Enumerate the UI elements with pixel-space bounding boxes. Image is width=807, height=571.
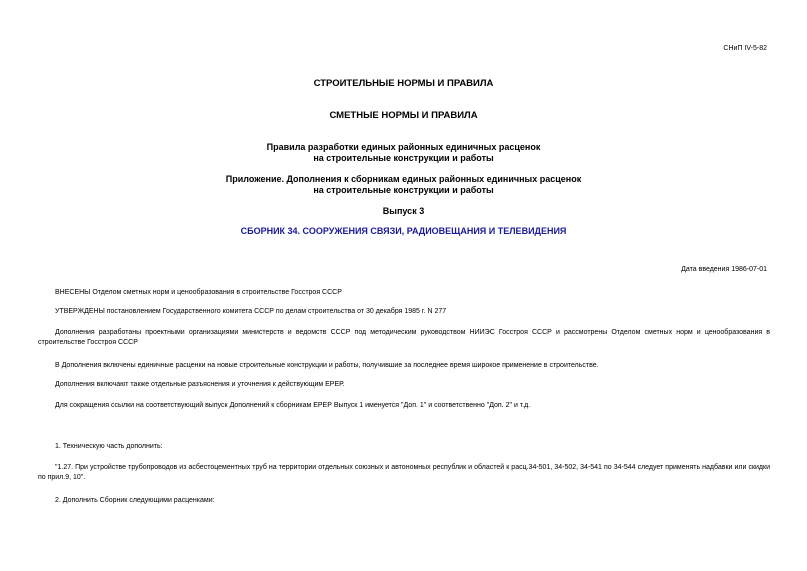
main-title: СТРОИТЕЛЬНЫЕ НОРМЫ И ПРАВИЛА: [313, 78, 494, 89]
paragraph-item1-text: "1.27. При устройстве трубопроводов из асбестоцементных труб на территории отдельных союзных и автономных республик и областей к расц.34-501, 34-502, 34-541 по 34-544 следует применять надбавки или скидки по прил.9, 10".: [38, 464, 770, 481]
paragraph-introduced: ВНЕСЕНЫ Отделом сметных норм и ценообразования в строительстве Госстроя СССР: [55, 289, 342, 296]
document-code: СНиП IV-5-82: [723, 45, 767, 52]
appendix-title-line1: Приложение. Дополнения к сборникам единых районных единичных расценок: [225, 174, 582, 184]
collection-title: СБОРНИК 34. СООРУЖЕНИЯ СВЯЗИ, РАДИОВЕЩАНИЯ И ТЕЛЕВИДЕНИЯ: [240, 226, 567, 236]
paragraph-clarifications: Дополнения включают также отдельные разъяснения и уточнения к действующим ЕРЕР.: [55, 381, 345, 388]
paragraph-item2: 2. Дополнить Сборник следующими расценками:: [55, 497, 215, 504]
issue-title: Выпуск 3: [382, 206, 425, 216]
appendix-title-line2: на строительные конструкции и работы: [313, 185, 494, 195]
rules-title-line2: на строительные конструкции и работы: [313, 153, 494, 163]
paragraph-item1: 1. Техническую часть дополнить:: [55, 443, 163, 450]
paragraph-references: Для сокращения ссылки на соответствующий выпуск Дополнений к сборникам ЕРЕР Выпуск 1 именуется "Доп. 1" и соответственно "Доп. 2" и т.д.: [55, 402, 531, 409]
paragraph-developed: Дополнения разработаны проектными организациями министерств и ведомств СССР под методическим руководством НИИЭС Госстроя СССР и рассмотрены Отделом сметных норм и ценообразования в строительстве Госстроя СССР: [38, 329, 770, 346]
appendix-title: [0, 174, 807, 196]
paragraph-approved: УТВЕРЖДЕНЫ постановлением Государственного комитета СССР по делам строительства от 30 декабря 1985 г. N 277: [55, 308, 447, 315]
paragraph-included: В Дополнения включены единичные расценки на новые строительные конструкции и работы, получившие за последнее время широкое применение в строительстве.: [55, 362, 599, 369]
effective-date: Дата введения 1986-07-01: [681, 266, 767, 273]
rules-title: [0, 142, 807, 164]
rules-title-line1: Правила разработки единых районных единичных расценок: [266, 142, 541, 152]
sub-title: СМЕТНЫЕ НОРМЫ И ПРАВИЛА: [329, 110, 478, 121]
